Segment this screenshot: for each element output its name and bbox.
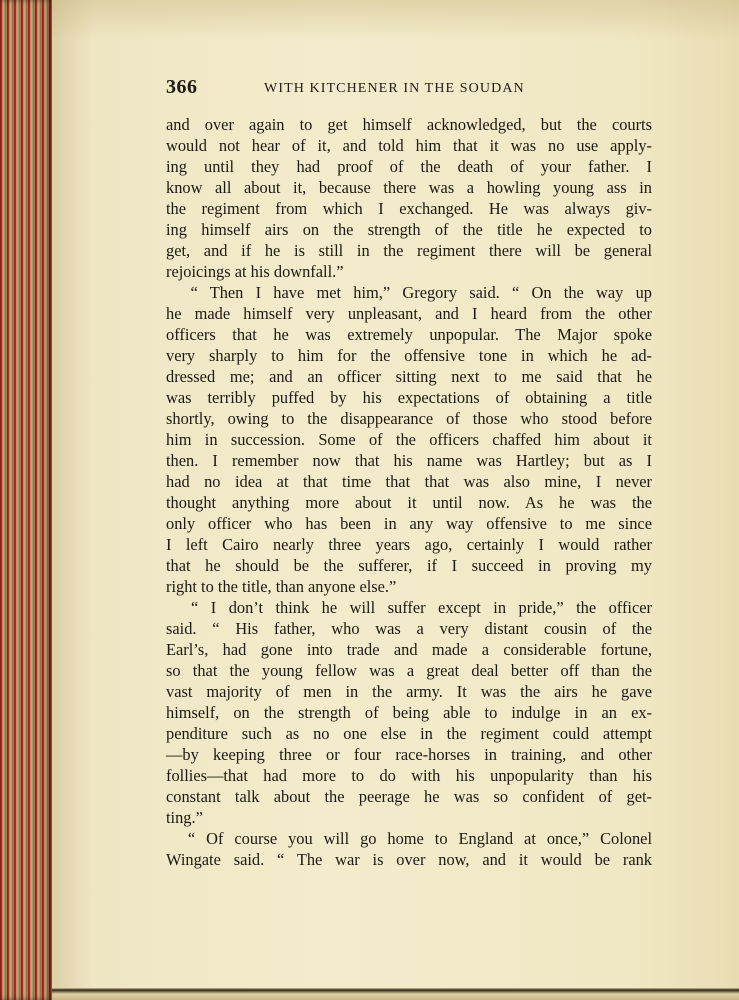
text-line: I left Cairo nearly three years ago, certainly I would rather	[166, 535, 652, 554]
running-head: WITH KITCHENER IN THE SOUDAN	[264, 81, 525, 96]
text-line: follies—that had more to do with his unpopularity than his	[166, 766, 652, 785]
text-line: ing himself airs on the strength of the title he expected to	[166, 220, 652, 239]
text-line: so that the young fellow was a great deal better off than the	[166, 661, 652, 680]
text-line: then. I remember now that his name was Hartley; but as I	[166, 451, 652, 470]
text-line: very sharply to him for the offensive tone in which he ad-	[166, 346, 652, 365]
text-line: ting.”	[166, 808, 203, 827]
page-header	[166, 76, 652, 100]
text-line: vast majority of men in the army. It was the airs he gave	[166, 682, 652, 701]
text-line: thought anything more about it until now. As he was the	[166, 493, 652, 512]
text-line: ing until they had proof of the death of your father. I	[166, 157, 652, 176]
bottom-rule	[52, 988, 739, 1000]
text-line: the regiment from which I exchanged. He was always giv-	[166, 199, 652, 218]
text-line: Wingate said. “ The war is over now, and it would be rank	[166, 850, 652, 869]
text-line: know all about it, because there was a howling young ass in	[166, 178, 652, 197]
text-line: said. “ His father, who was a very distant cousin of the	[166, 619, 652, 638]
text-line: and over again to get himself acknowledged, but the courts	[166, 115, 652, 134]
text-line: officers that he was extremely unpopular. The Major spoke	[166, 325, 652, 344]
text-line: constant talk about the peerage he was so confident of get-	[166, 787, 652, 806]
text-line: dressed me; and an officer sitting next to me said that he	[166, 367, 652, 386]
page-number: 366	[166, 76, 198, 98]
text-line: penditure such as no one else in the regiment could attempt	[166, 724, 652, 743]
text-line: “ I don’t think he will suffer except in pride,” the officer	[166, 598, 652, 617]
text-line: get, and if he is still in the regiment there will be general	[166, 241, 652, 260]
text-line: that he should be the sufferer, if I succeed in proving my	[166, 556, 652, 575]
text-line: “ Then I have met him,” Gregory said. “ On the way up	[166, 283, 652, 302]
text-line: was terribly puffed by his expectations of obtaining a title	[166, 388, 652, 407]
top-shade	[52, 0, 739, 40]
text-line: shortly, owing to the disappearance of those who stood before	[166, 409, 652, 428]
text-line: would not hear of it, and told him that it was no use apply-	[166, 136, 652, 155]
text-line: had no idea at that time that that was also mine, I never	[166, 472, 652, 491]
body-text	[166, 114, 652, 870]
text-line: himself, on the strength of being able to indulge in an ex-	[166, 703, 652, 722]
text-line: right to the title, than anyone else.”	[166, 577, 397, 596]
text-line: him in succession. Some of the officers chaffed him about it	[166, 430, 652, 449]
text-line: “ Of course you will go home to England at once,” Colonel	[166, 829, 652, 848]
text-line: he made himself very unpleasant, and I heard from the other	[166, 304, 652, 323]
page-edges	[0, 0, 52, 1000]
text-line: rejoicings at his downfall.”	[166, 262, 344, 281]
text-line: —by keeping three or four race-horses in training, and other	[166, 745, 652, 764]
text-line: Earl’s, had gone into trade and made a considerable fortune,	[166, 640, 652, 659]
text-line: only officer who has been in any way offensive to me since	[166, 514, 652, 533]
